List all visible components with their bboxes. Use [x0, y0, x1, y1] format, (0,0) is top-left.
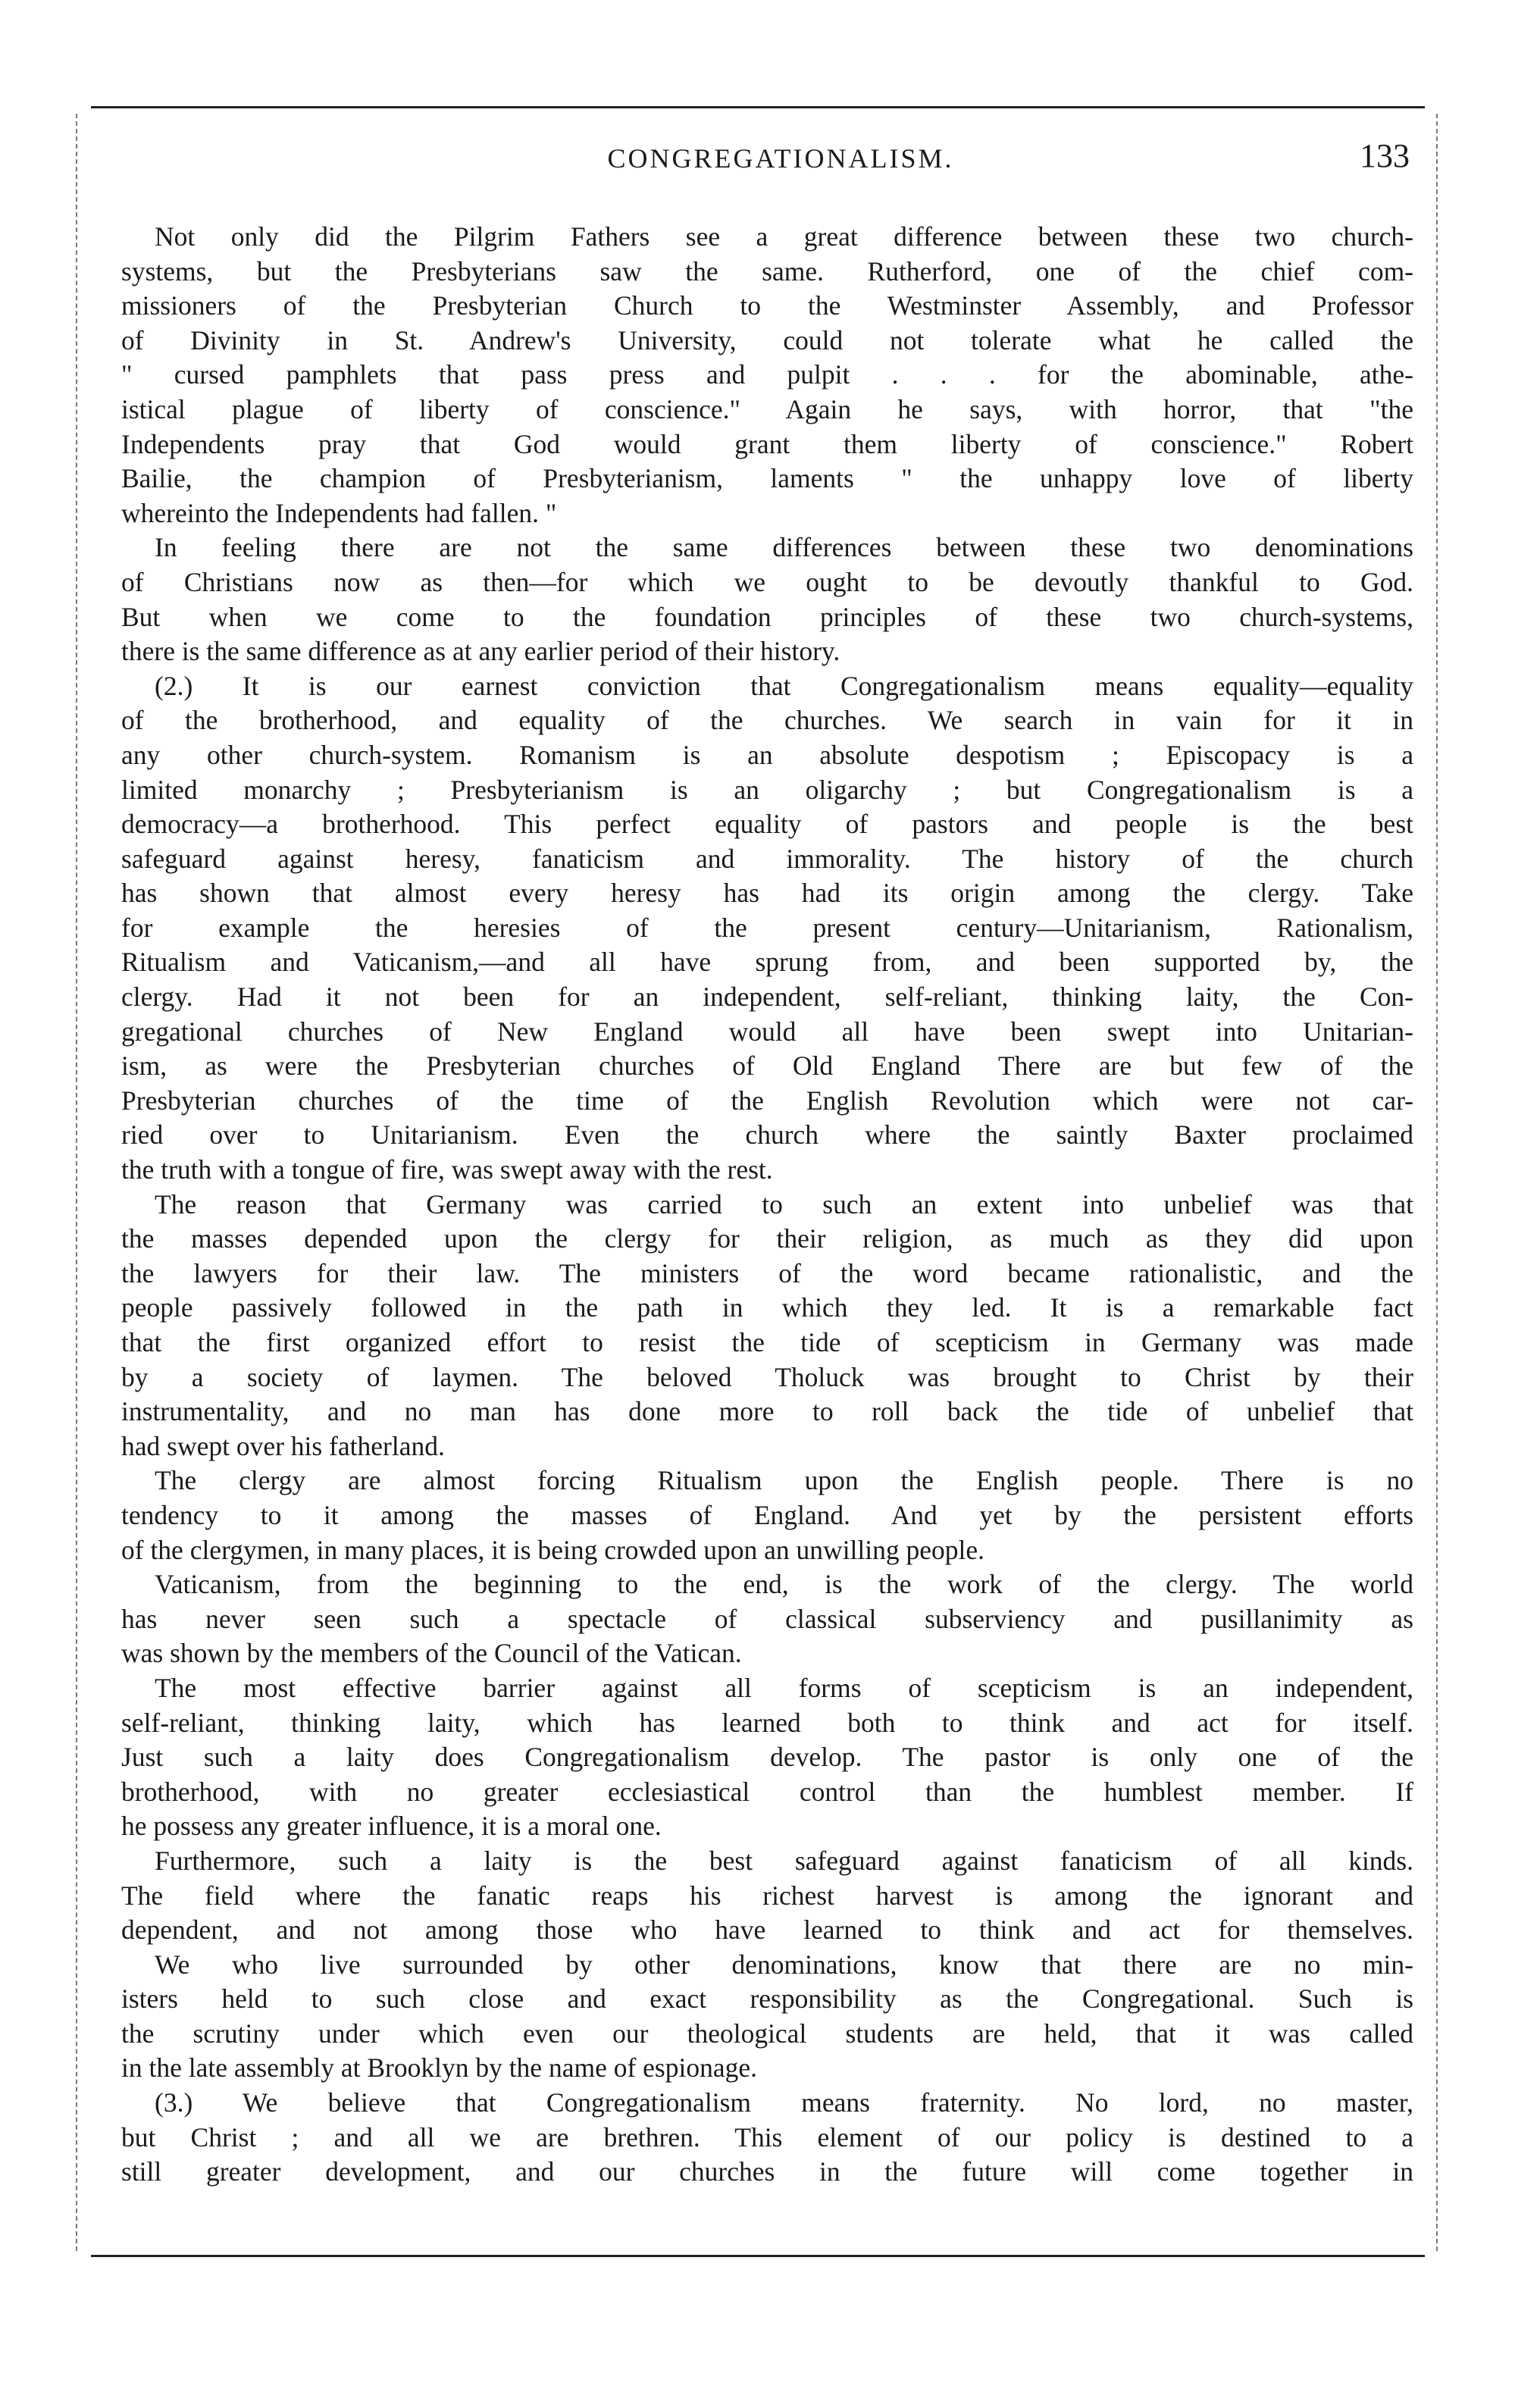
text-line: of the clergymen, in many places, it is being crowded upon an unwilling people. [121, 1534, 985, 1565]
text-line: Ritualism and Vaticanism,—and all have sprung from, and been supported by, the [121, 947, 1413, 978]
text-line: the scrutiny under which even our theological students are held, that it was called [121, 2018, 1413, 2049]
text-line: but Christ ; and all we are brethren. This element of our policy is destined to a [121, 2121, 1413, 2152]
text-line: The clergy are almost forcing Ritualism upon the English people. There is no [155, 1465, 1413, 1496]
page-number: 133 [1360, 137, 1410, 174]
text-line: Just such a laity does Congregationalism develop. The pastor is only one of the [121, 1742, 1413, 1773]
text-line: still greater development, and our churches in the future will come together in [121, 2156, 1413, 2187]
text-line: istical plague of liberty of conscience." Again he says, with horror, that "the [121, 393, 1413, 424]
text-line: Bailie, the champion of Presbyterianism, laments " the unhappy love of liberty [121, 463, 1413, 494]
text-line: The most effective barrier against all forms of scepticism is an independent, [155, 1672, 1413, 1703]
text-line: Independents pray that God would grant them liberty of conscience." Robert [121, 428, 1413, 459]
text-line: Vaticanism, from the beginning to the end, is the work of the clergy. The world [155, 1569, 1413, 1600]
body-text [121, 220, 1413, 2190]
text-line: there is the same difference as at any earlier period of their history. [121, 636, 840, 667]
text-line: limited monarchy ; Presbyterianism is an oligarchy ; but Congregationalism is a [121, 774, 1413, 805]
text-line: of Divinity in St. Andrew's University, could not tolerate what he called the [121, 324, 1413, 355]
text-line: that the first organized effort to resist the tide of scepticism in Germany was made [121, 1327, 1413, 1357]
text-line: the truth with a tongue of fire, was swept away with the rest. [121, 1154, 773, 1185]
text-line: Furthermore, such a laity is the best safeguard against fanaticism of all kinds. [155, 1845, 1413, 1876]
text-line: Not only did the Pilgrim Fathers see a great difference between these two church- [155, 221, 1413, 252]
text-line: people passively followed in the path in which they led. It is a remarkable fact [121, 1292, 1413, 1323]
text-line: (2.) It is our earnest conviction that Congregationalism means equality—equality [155, 670, 1413, 701]
text-line: whereinto the Independents had fallen. " [121, 497, 557, 528]
text-line: ried over to Unitarianism. Even the church where the saintly Baxter proclaimed [121, 1119, 1413, 1151]
text-line: isters held to such close and exact responsibility as the Congregational. Such is [121, 1983, 1413, 2015]
text-line: Presbyterian churches of the time of the English Revolution which were not car- [121, 1085, 1413, 1116]
text-line: he possess any greater influence, it is a moral one. [121, 1811, 662, 1842]
text-line: the lawyers for their law. The ministers of the word became rationalistic, and the [121, 1257, 1413, 1288]
right-margin-mark [1436, 114, 1438, 2251]
text-line: brotherhood, with no greater ecclesiastical control than the humblest member. If [121, 1776, 1413, 1807]
text-line: had swept over his fatherland. [121, 1430, 445, 1461]
text-line: In feeling there are not the same differences between these two denominations [155, 532, 1413, 563]
text-line: by a society of laymen. The beloved Tholuck was brought to Christ by their [121, 1361, 1413, 1392]
text-line: The field where the fanatic reaps his richest harvest is among the ignorant and [121, 1880, 1413, 1911]
text-line: of the brotherhood, and equality of the churches. We search in vain for it in [121, 705, 1413, 736]
text-line: self-reliant, thinking laity, which has learned both to think and act for itself. [121, 1707, 1413, 1738]
text-line: for example the heresies of the present century—Unitarianism, Rationalism, [121, 912, 1413, 943]
bottom-rule [91, 2255, 1425, 2257]
text-line: clergy. Had it not been for an independent, self-reliant, thinking laity, the Con- [121, 982, 1413, 1013]
text-line: ism, as were the Presbyterian churches of Old England There are but few of the [121, 1050, 1413, 1082]
top-rule [91, 106, 1425, 108]
text-line: tendency to it among the masses of England. And yet by the persistent efforts [121, 1499, 1413, 1530]
text-line: We who live surrounded by other denominations, know that there are no min- [155, 1949, 1413, 1980]
text-line: any other church-system. Romanism is an absolute despotism ; Episcopacy is a [121, 739, 1413, 770]
text-line: in the late assembly at Brooklyn by the name of espionage. [121, 2052, 757, 2084]
text-line: democracy—a brotherhood. This perfect equality of pastors and people is the best [121, 809, 1413, 840]
text-line: has never seen such a spectacle of classical subserviency and pusillanimity as [121, 1603, 1413, 1634]
text-line: But when we come to the foundation principles of these two church-systems, [121, 601, 1413, 632]
text-line: has shown that almost every heresy has had its origin among the clergy. Take [121, 878, 1413, 909]
text-line: (3.) We believe that Congregationalism means fraternity. No lord, no master, [155, 2087, 1413, 2118]
text-line: dependent, and not among those who have learned to think and act for themselves. [121, 1915, 1413, 1946]
text-line: missioners of the Presbyterian Church to the Westminster Assembly, and Professor [121, 290, 1413, 321]
text-line: safeguard against heresy, fanaticism and immorality. The history of the church [121, 843, 1413, 874]
text-line: of Christians now as then—for which we ought to be devoutly thankful to God. [121, 566, 1413, 597]
text-line: The reason that Germany was carried to such an extent into unbelief was that [155, 1188, 1413, 1219]
left-margin-mark [76, 114, 77, 2251]
text-line: instrumentality, and no man has done more to roll back the tide of unbelief that [121, 1396, 1413, 1427]
text-line: the masses depended upon the clergy for their religion, as much as they did upon [121, 1223, 1413, 1254]
running-head [152, 136, 1410, 182]
text-line: systems, but the Presbyterians saw the same. Rutherford, one of the chief com- [121, 255, 1413, 286]
running-title: CONGREGATIONALISM. [607, 143, 954, 174]
text-line: " cursed pamphlets that pass press and pulpit . . . for the abominable, athe- [121, 359, 1413, 390]
text-line: gregational churches of New England would all have been swept into Unitarian- [121, 1016, 1413, 1047]
text-line: was shown by the members of the Council of the Vatican. [121, 1638, 742, 1669]
